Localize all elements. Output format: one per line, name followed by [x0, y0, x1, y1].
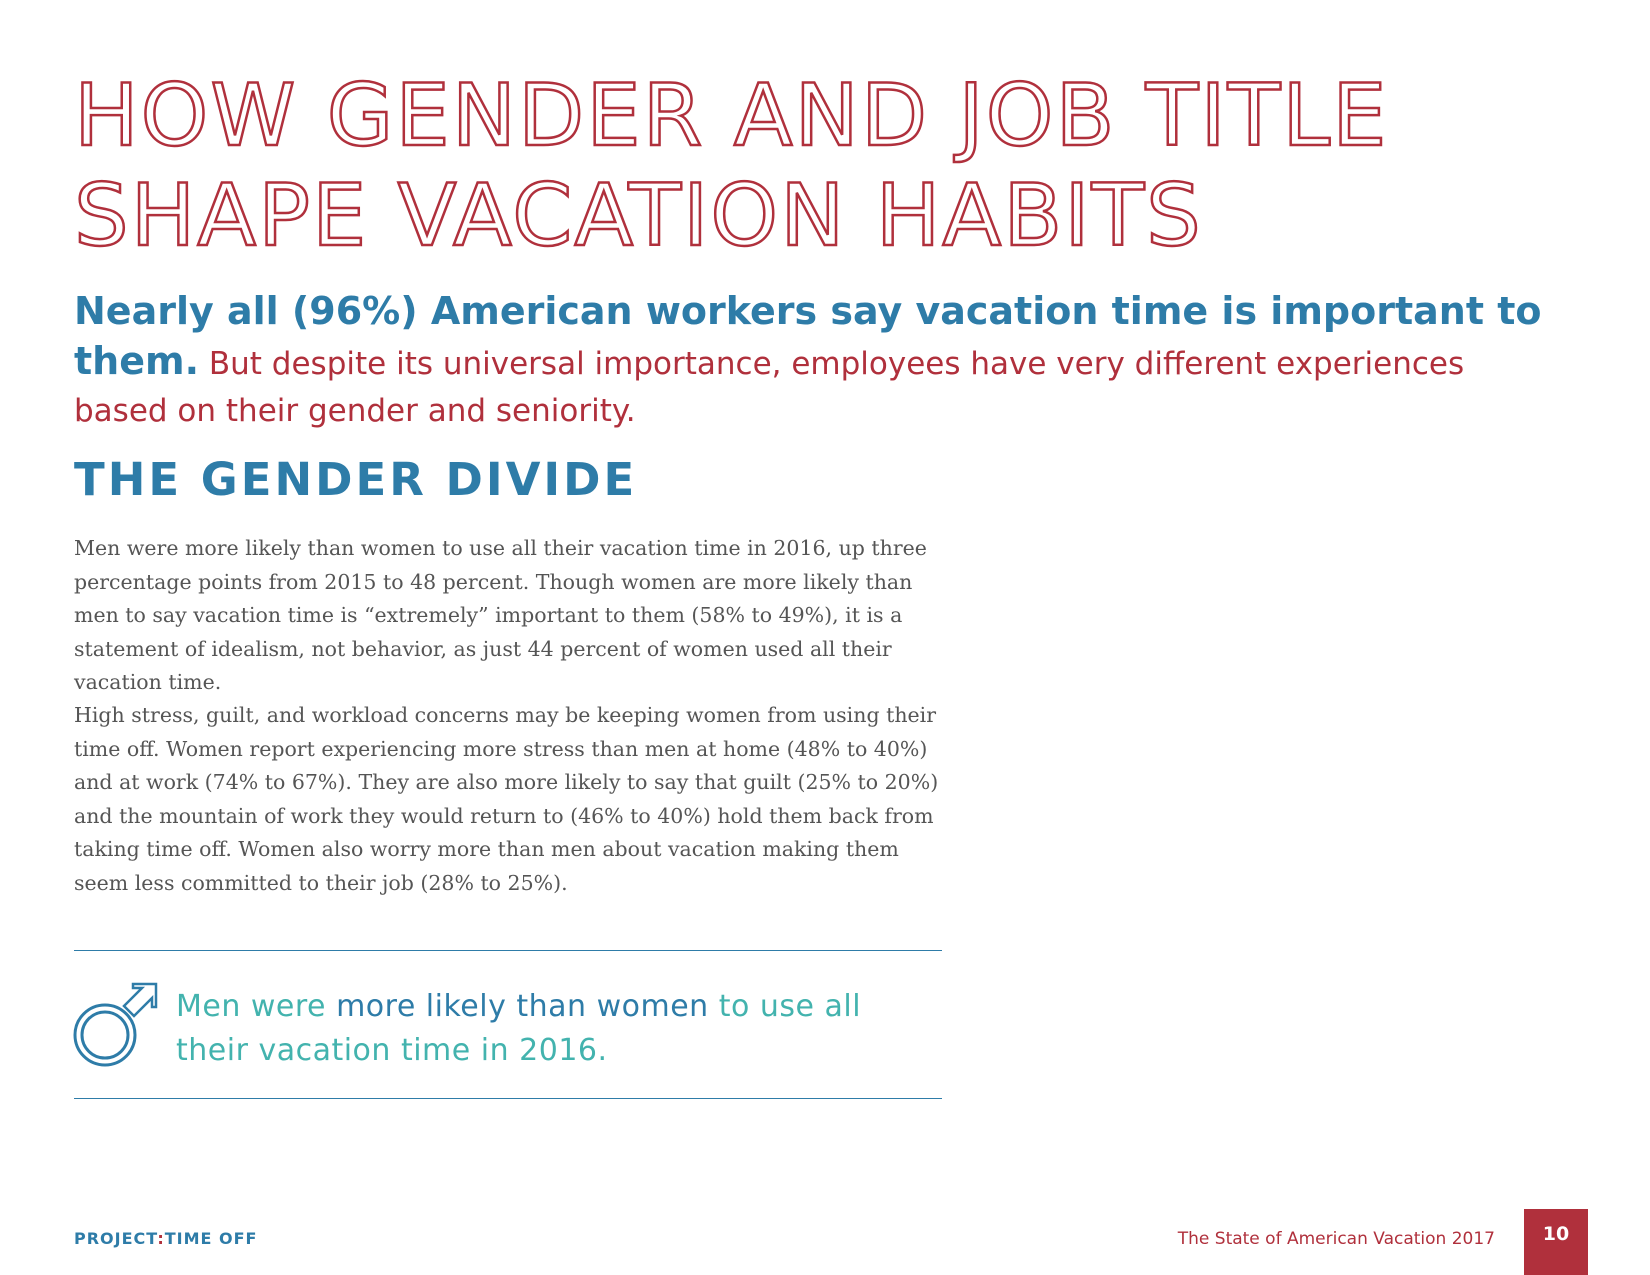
page-number-badge	[1524, 1209, 1588, 1275]
footer-document-title: The State of American Vacation 2017	[1177, 1229, 1495, 1249]
lead-emphasis: Nearly all (96%) American workers say vacation time is important to them.	[74, 289, 1542, 383]
logo-word-time-off: TIME OFF	[164, 1229, 258, 1248]
page-number: 10	[1542, 1223, 1570, 1245]
callout-part-1: Men were	[176, 989, 337, 1024]
lead-rest: But despite its universal importance, employees have very different experiences based on their gender and seniority.	[74, 346, 1465, 429]
callout-emphasis: more likely than women	[336, 989, 709, 1024]
callout-top-divider	[74, 950, 942, 951]
callout-part-3: to use all their vacation time in 2016.	[176, 989, 862, 1068]
project-time-off-logo	[74, 1229, 257, 1248]
lead-paragraph	[74, 288, 1554, 435]
page-title-line-1: HOW GENDER AND JOB TITLE	[74, 66, 1389, 166]
male-symbol-icon	[72, 982, 158, 1068]
logo-colon: :	[157, 1229, 165, 1248]
body-paragraph-1: Men were more likely than women to use all their vacation time in 2016, up three percentage points from 2015 to 48 percent. Though women are more likely than men to say vacation time is “extremely” important to them (58% to 49%), it is a statement of idealism, not behavior, as just 44 percent of women used all their vacation time.	[74, 536, 927, 694]
callout-text	[176, 985, 936, 1073]
section-heading: THE GENDER DIVIDE	[74, 453, 638, 506]
callout-bottom-divider	[74, 1098, 942, 1099]
page-title-line-2: SHAPE VACATION HABITS	[74, 166, 1203, 266]
body-paragraph-2: High stress, guilt, and workload concerns may be keeping women from using their time off. Women report experiencing more stress than men at home (48% to 40%) and at work (74% to 67%). They are also more likely to say that guilt (25% to 20%) and the mountain of work they would return to (46% to 40%) hold them back from taking time off. Women also worry more than men about vacation making them seem less committed to their job (28% to 25%).	[74, 703, 939, 895]
logo-word-project: PROJECT	[74, 1229, 158, 1248]
page-title	[74, 66, 1574, 266]
